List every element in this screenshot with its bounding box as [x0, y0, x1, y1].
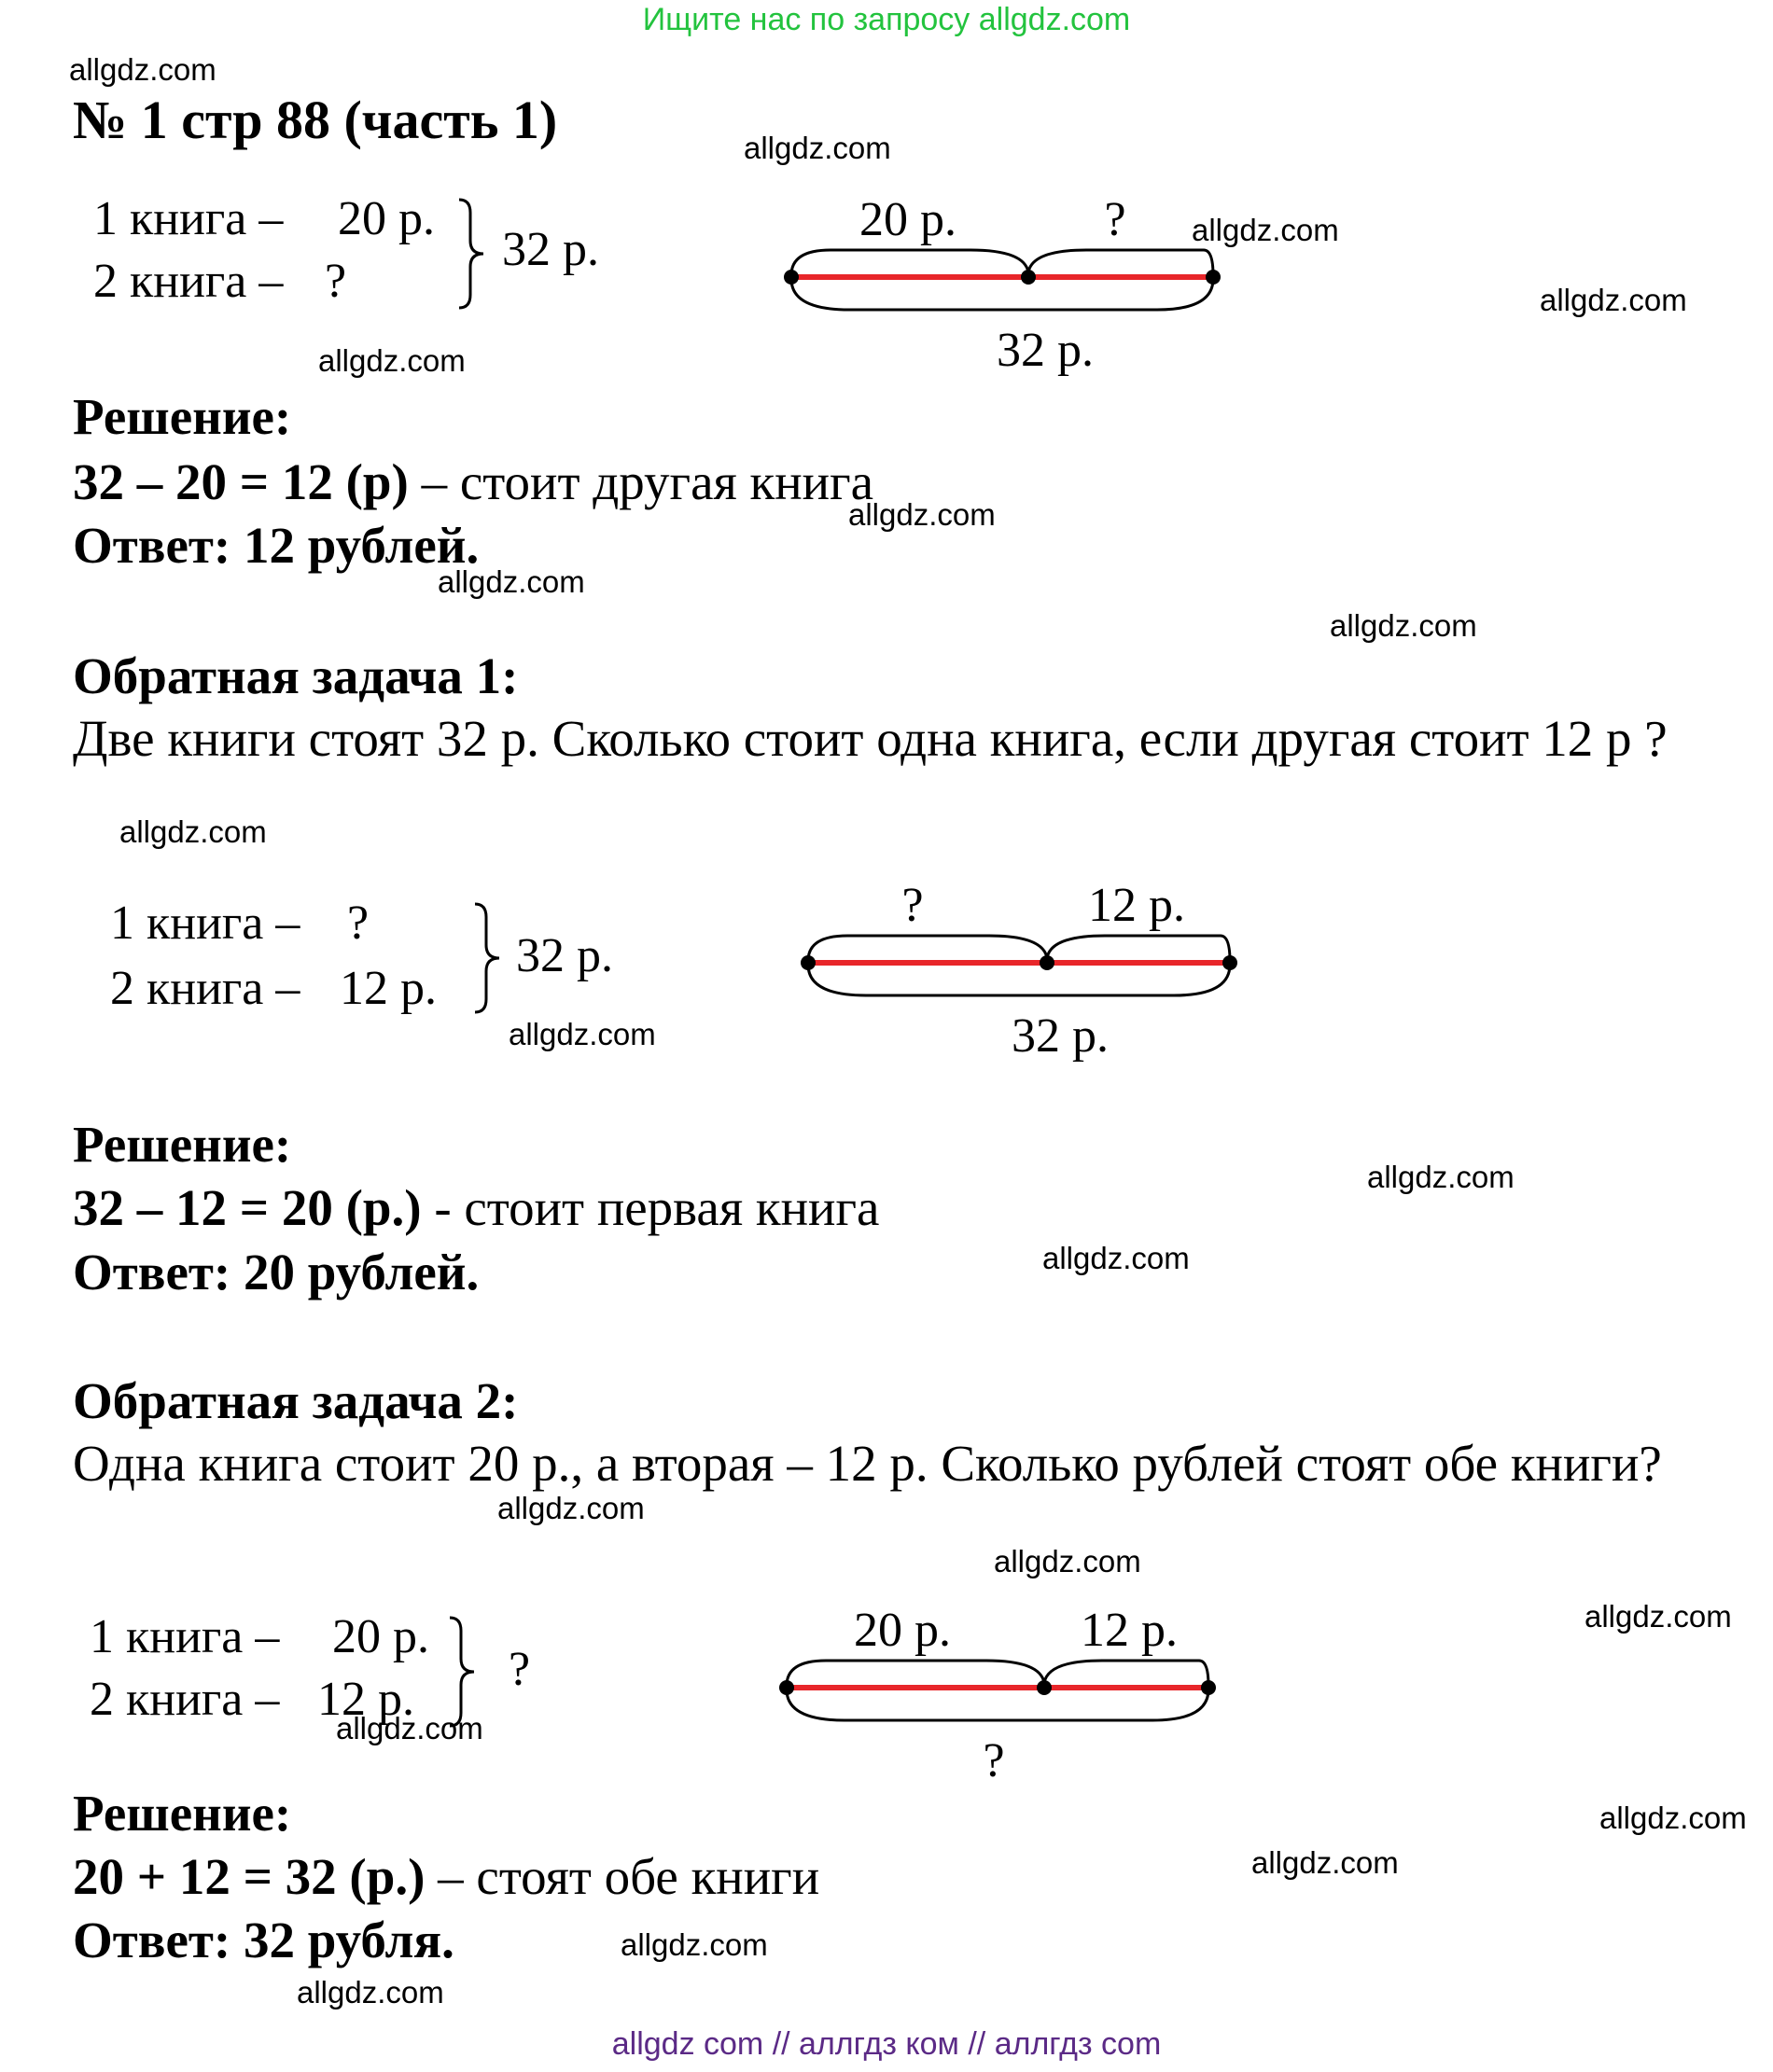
solution-line — [73, 1847, 819, 1906]
problem-text: Одна книга стоит 20 р., а вторая – 12 р. Сколько рублей стоят обе книги? — [73, 1435, 1662, 1492]
watermark: allgdz.com — [621, 1927, 768, 1962]
segment-point — [1040, 955, 1054, 970]
watermark: allgdz.com — [994, 1544, 1141, 1578]
bottom-arc — [808, 965, 1230, 995]
solution-explanation: – стоит другая книга — [408, 453, 874, 510]
segment-diagram — [775, 187, 1250, 382]
diagram-top-right: 12 р. — [1088, 879, 1185, 932]
solution-header: Решение: — [73, 1785, 292, 1842]
solution-header: Решение: — [73, 388, 292, 445]
brief-row2-value: 12 р. — [317, 1673, 414, 1726]
segment-point — [1021, 270, 1036, 285]
watermark: allgdz.com — [497, 1491, 645, 1525]
solution-expression: 20 + 12 = 32 (р.) — [73, 1848, 426, 1905]
brief-total: 32 р. — [516, 929, 613, 982]
watermark: allgdz.com — [438, 564, 585, 599]
watermark: allgdz.com — [744, 131, 891, 165]
watermark: allgdz.com — [1540, 283, 1687, 317]
solution-explanation: – стоят обе книги — [425, 1848, 820, 1905]
diagram-top-right: ? — [1104, 193, 1126, 246]
top-arcs — [808, 936, 1230, 961]
page-title: № 1 стр 88 (часть 1) — [73, 90, 558, 150]
segment-diagram — [770, 1597, 1246, 1793]
segment-point — [1037, 1680, 1052, 1695]
brief-row2-label: 2 книга – — [110, 962, 300, 1015]
brief-row1-label: 1 книга – — [110, 897, 300, 950]
brief-row2-value: ? — [325, 255, 347, 308]
brief-row2-label: 2 книга – — [90, 1673, 280, 1726]
answer: Ответ: 20 рублей. — [73, 1244, 480, 1300]
watermark: allgdz.com — [69, 52, 216, 87]
brace-icon — [471, 898, 509, 1020]
solution-line — [73, 452, 873, 511]
problem-text: Две книги стоят 32 р. Сколько стоит одна книга, если другая стоит 12 р ? — [73, 710, 1668, 767]
brief-total: ? — [509, 1643, 531, 1696]
diagram-bottom: ? — [983, 1734, 1005, 1787]
top-arcs — [791, 250, 1213, 275]
segment-diagram — [791, 872, 1267, 1068]
watermark: allgdz.com — [509, 1017, 656, 1051]
watermark: allgdz.com — [297, 1975, 444, 2009]
solution-header: Решение: — [73, 1116, 292, 1173]
brief-row1-value: 20 р. — [338, 192, 435, 245]
solution-explanation: - стоит первая книга — [421, 1179, 880, 1236]
brace-icon — [455, 194, 493, 315]
diagram-top-left: ? — [901, 879, 924, 932]
brief-row1-value: 20 р. — [332, 1610, 429, 1663]
top-banner[interactable]: Ищите нас по запросу allgdz.com — [642, 2, 1131, 37]
diagram-top-left: 20 р. — [859, 193, 956, 246]
watermark: allgdz.com — [336, 1711, 483, 1745]
top-arcs — [787, 1661, 1208, 1686]
footer-links[interactable]: allgdz com // аллгдз ком // аллгдз com — [611, 2026, 1162, 2062]
bottom-arc — [787, 1690, 1208, 1720]
brief-row2-label: 2 книга – — [93, 255, 284, 308]
watermark: allgdz.com — [119, 814, 267, 849]
watermark: allgdz.com — [848, 497, 996, 532]
brief-row1-label: 1 книга – — [90, 1610, 280, 1663]
solution-expression: 32 – 20 = 12 (р) — [73, 453, 409, 510]
inverse-task-header: Обратная задача 2: — [73, 1372, 519, 1429]
watermark: allgdz.com — [1585, 1599, 1732, 1634]
bottom-arc — [791, 279, 1213, 310]
solution-line — [73, 1178, 879, 1237]
diagram-bottom: 32 р. — [1012, 1009, 1109, 1063]
watermark: allgdz.com — [1330, 608, 1477, 643]
answer: Ответ: 12 рублей. — [73, 517, 480, 574]
watermark: allgdz.com — [1042, 1241, 1190, 1275]
watermark: allgdz.com — [1192, 213, 1339, 247]
diagram-bottom: 32 р. — [997, 324, 1094, 377]
brief-row2-value: 12 р. — [340, 962, 437, 1015]
answer: Ответ: 32 рубля. — [73, 1912, 454, 1968]
diagram-top-right: 12 р. — [1081, 1604, 1178, 1657]
brief-row1-value: ? — [347, 897, 370, 950]
watermark: allgdz.com — [318, 343, 466, 378]
brief-row1-label: 1 книга – — [93, 192, 284, 245]
solution-expression: 32 – 12 = 20 (р.) — [73, 1179, 422, 1236]
inverse-task-header: Обратная задача 1: — [73, 647, 519, 704]
diagram-top-left: 20 р. — [854, 1604, 951, 1657]
watermark: allgdz.com — [1251, 1845, 1399, 1880]
watermark: allgdz.com — [1599, 1801, 1747, 1835]
watermark: allgdz.com — [1367, 1160, 1515, 1194]
brief-total: 32 р. — [502, 223, 599, 276]
